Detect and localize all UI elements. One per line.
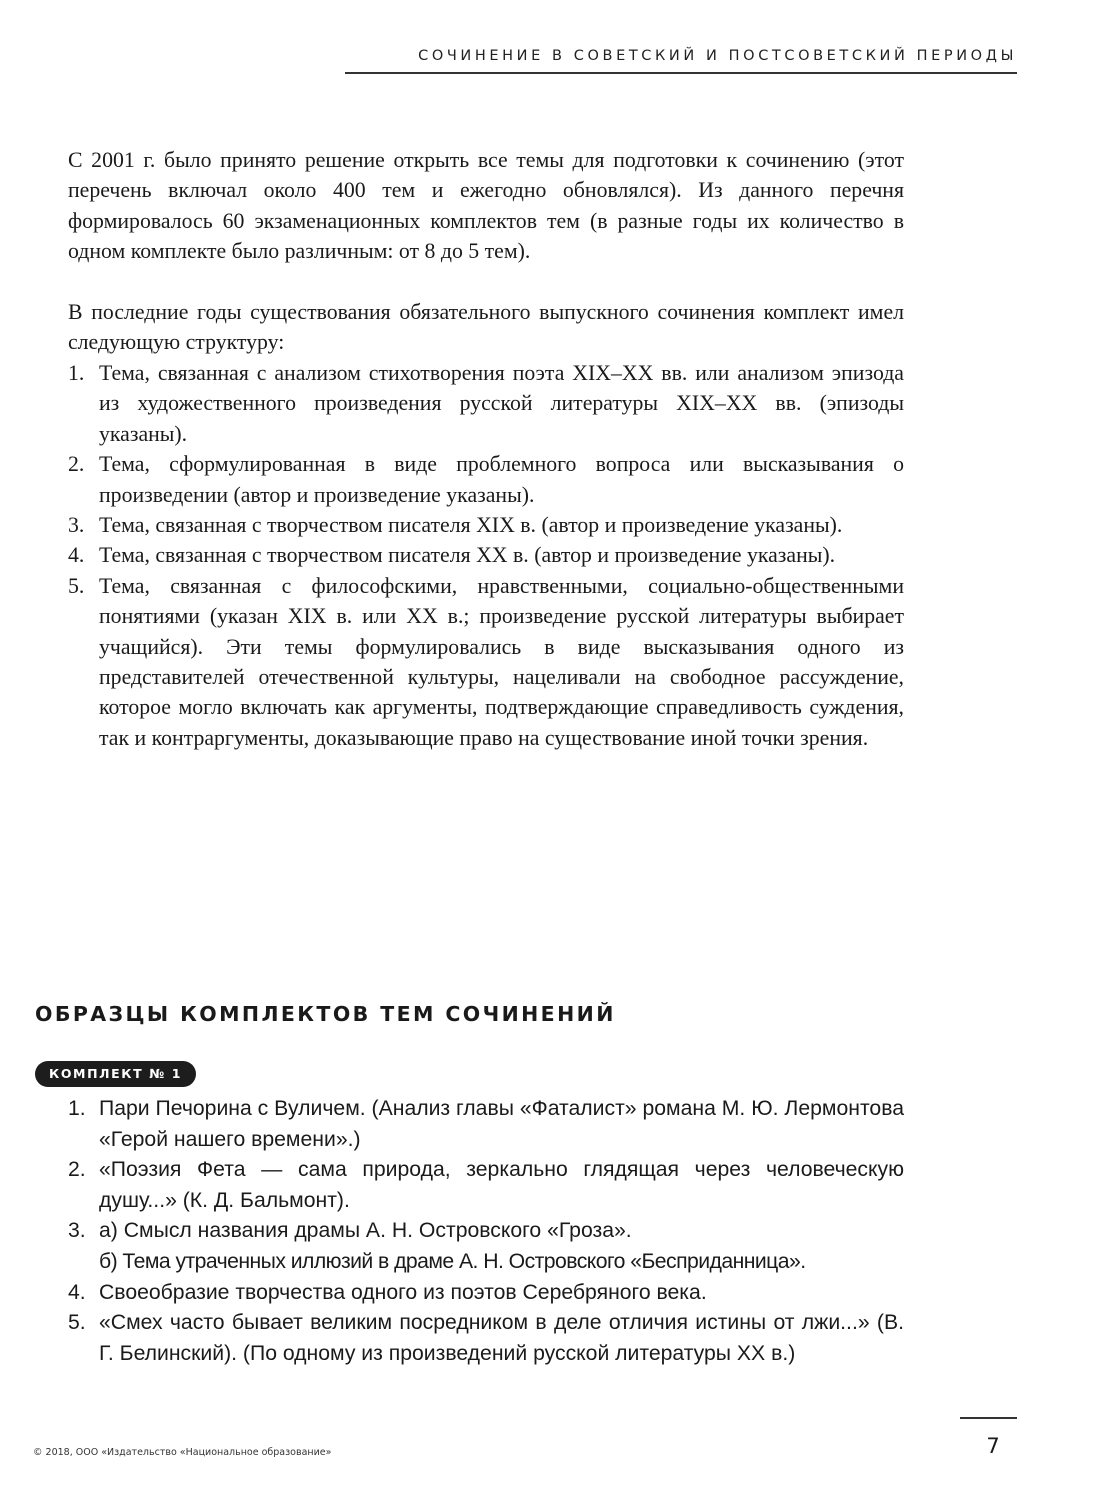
list-item	[68, 449, 904, 510]
set-badge: КОМПЛЕКТ № 1	[35, 1061, 196, 1087]
list-item	[68, 540, 904, 570]
copyright-notice: © 2018, ООО «Издательство «Национальное образование»	[33, 1447, 332, 1458]
topic-number: 2.	[68, 1158, 86, 1182]
topic-text: Пари Печорина с Вуличем. (Анализ главы «Фаталист» романа М. Ю. Лермонтова «Герой нашего времени».)	[99, 1097, 904, 1151]
structure-list	[68, 358, 904, 753]
list-item-number: 2.	[68, 452, 85, 477]
footer-divider	[960, 1417, 1017, 1419]
topic-item	[68, 1308, 904, 1369]
list-item-text: Тема, связанная с философскими, нравственными, социально-общественными понятиями (указан XIX в. или XX в.; произведение русской литературы выбирает учащийся). Эти темы формулировались в виде высказывания одного из представителей отечественной культуры, нацеливали на свободное рассуждение, которое могло включать как аргументы, подтверждающие справедливость суждения, так и контраргументы, доказывающие право на существование иной точки зрения.	[99, 573, 904, 750]
topic-number: 3.	[68, 1219, 86, 1243]
intro-paragraph-1: С 2001 г. было принято решение открыть все темы для подготовки к сочинению (этот перечень включал около 400 тем и ежегодно обновлялся). Из данного перечня формировалось 60 экзаменационных комплектов тем (в разные годы их количество в одном комплекте было различным: от 8 до 5 тем).	[68, 148, 904, 264]
header-divider	[345, 72, 1017, 74]
topic-text: «Смех часто бывает великим посредником в деле отличия истины от лжи...» (В. Г. Белинский). (По одному из произведений русской литературы XX в.)	[99, 1311, 904, 1365]
topic-item	[68, 1094, 904, 1155]
page-number: 7	[986, 1434, 1000, 1458]
running-header: СОЧИНЕНИЕ В СОВЕТСКИЙ И ПОСТСОВЕТСКИЙ ПЕРИОДЫ	[418, 48, 1017, 64]
section-title: ОБРАЗЦЫ КОМПЛЕКТОВ ТЕМ СОЧИНЕНИЙ	[35, 1002, 616, 1026]
topic-number: 4.	[68, 1280, 86, 1304]
topic-text: а) Смысл названия драмы А. Н. Островского «Гроза».	[99, 1219, 632, 1243]
topic-item	[68, 1278, 904, 1309]
topic-item	[68, 1155, 904, 1216]
topic-text: «Поэзия Фета — сама природа, зеркально глядящая через человеческую душу...» (К. Д. Бальмонт).	[99, 1158, 904, 1212]
intro-paragraph-2: В последние годы существования обязательного выпускного сочинения комплект имел следующую структуру:	[68, 300, 904, 355]
list-item	[68, 358, 904, 449]
topic-number: 1.	[68, 1097, 86, 1120]
list-item-text: Тема, связанная с творчеством писателя XIX в. (автор и произведение указаны).	[99, 513, 843, 538]
list-item-number: 1.	[68, 361, 85, 385]
list-item-text: Тема, связанная с анализом стихотворения поэта XIX–XX вв. или анализом эпизода из художественного произведения русской литературы XIX–XX вв. (эпизоды указаны).	[99, 361, 904, 446]
list-item-number: 3.	[68, 513, 85, 538]
list-item-number: 4.	[68, 543, 85, 568]
list-item	[68, 510, 904, 540]
topic-number: 5.	[68, 1311, 86, 1335]
list-item-text: Тема, связанная с творчеством писателя XX в. (автор и произведение указаны).	[99, 543, 836, 568]
list-item-text: Тема, сформулированная в виде проблемного вопроса или высказывания о произведении (автор и произведение указаны).	[99, 452, 904, 507]
list-item-number: 5.	[68, 573, 85, 598]
topic-text: Своеобразие творчества одного из поэтов Серебряного века.	[99, 1280, 707, 1304]
list-item	[68, 571, 904, 753]
topic-item	[68, 1216, 904, 1277]
topics-list	[68, 1094, 904, 1369]
topic-text-variant-b: б) Тема утраченных иллюзий в драме А. Н. Островского «Бесприданница».	[99, 1249, 806, 1273]
